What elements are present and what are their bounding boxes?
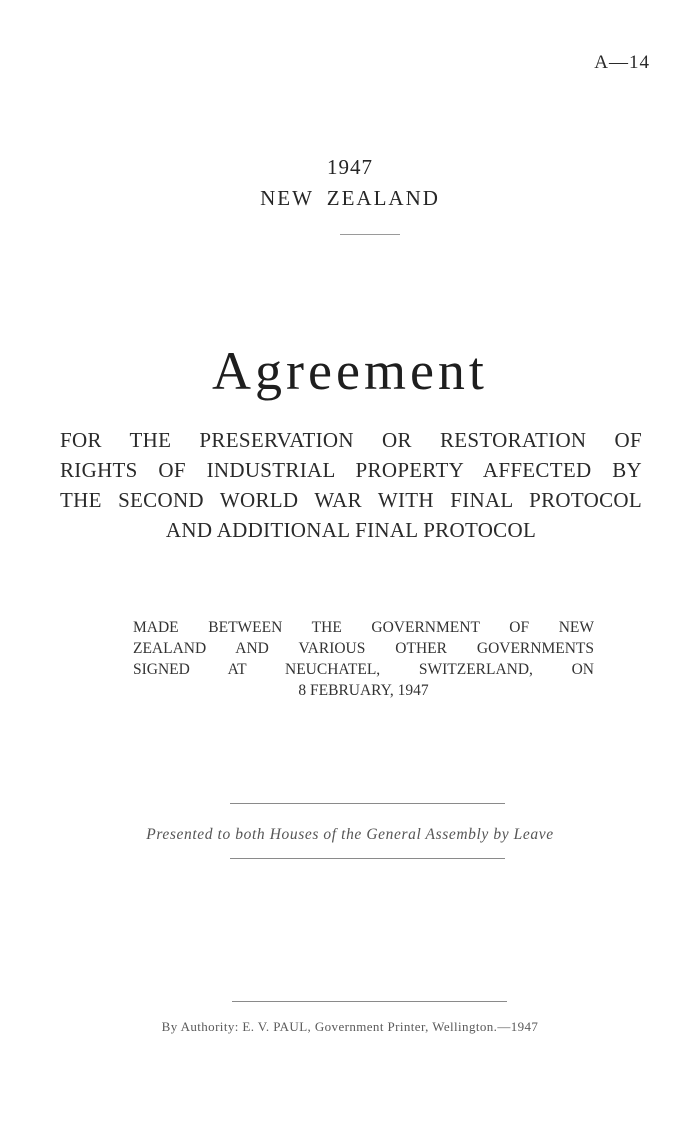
parties-line: MADE BETWEEN THE GOVERNMENT OF NEW (133, 619, 594, 636)
page-number: A—14 (594, 52, 650, 73)
country-name: NEW ZEALAND (260, 186, 440, 210)
parties-line: 8 FEBRUARY, 1947 (298, 682, 429, 699)
presentation-rule-top (230, 803, 505, 804)
imprint-rule (232, 1001, 507, 1002)
presentation-note: Presented to both Houses of the General Assembly by Leave (146, 826, 554, 843)
short-divider-rule (340, 234, 400, 235)
year: 1947 (327, 155, 373, 179)
document-title: Agreement (212, 341, 488, 401)
presentation-rule-bottom (230, 858, 505, 859)
parties-line: SIGNED AT NEUCHATEL, SWITZERLAND, ON (133, 661, 594, 678)
subtitle-line: THE SECOND WORLD WAR WITH FINAL PROTOCOL (60, 488, 642, 512)
subtitle-line: FOR THE PRESERVATION OR RESTORATION OF (60, 428, 642, 452)
printer-imprint: By Authority: E. V. PAUL, Government Printer, Wellington.—1947 (161, 1019, 539, 1034)
parties-statement (133, 617, 594, 701)
document-subtitle (60, 425, 642, 545)
parties-line: ZEALAND AND VARIOUS OTHER GOVERNMENTS (133, 640, 594, 657)
subtitle-line: AND ADDITIONAL FINAL PROTOCOL (165, 518, 537, 542)
subtitle-line: RIGHTS OF INDUSTRIAL PROPERTY AFFECTED BY (60, 458, 642, 482)
